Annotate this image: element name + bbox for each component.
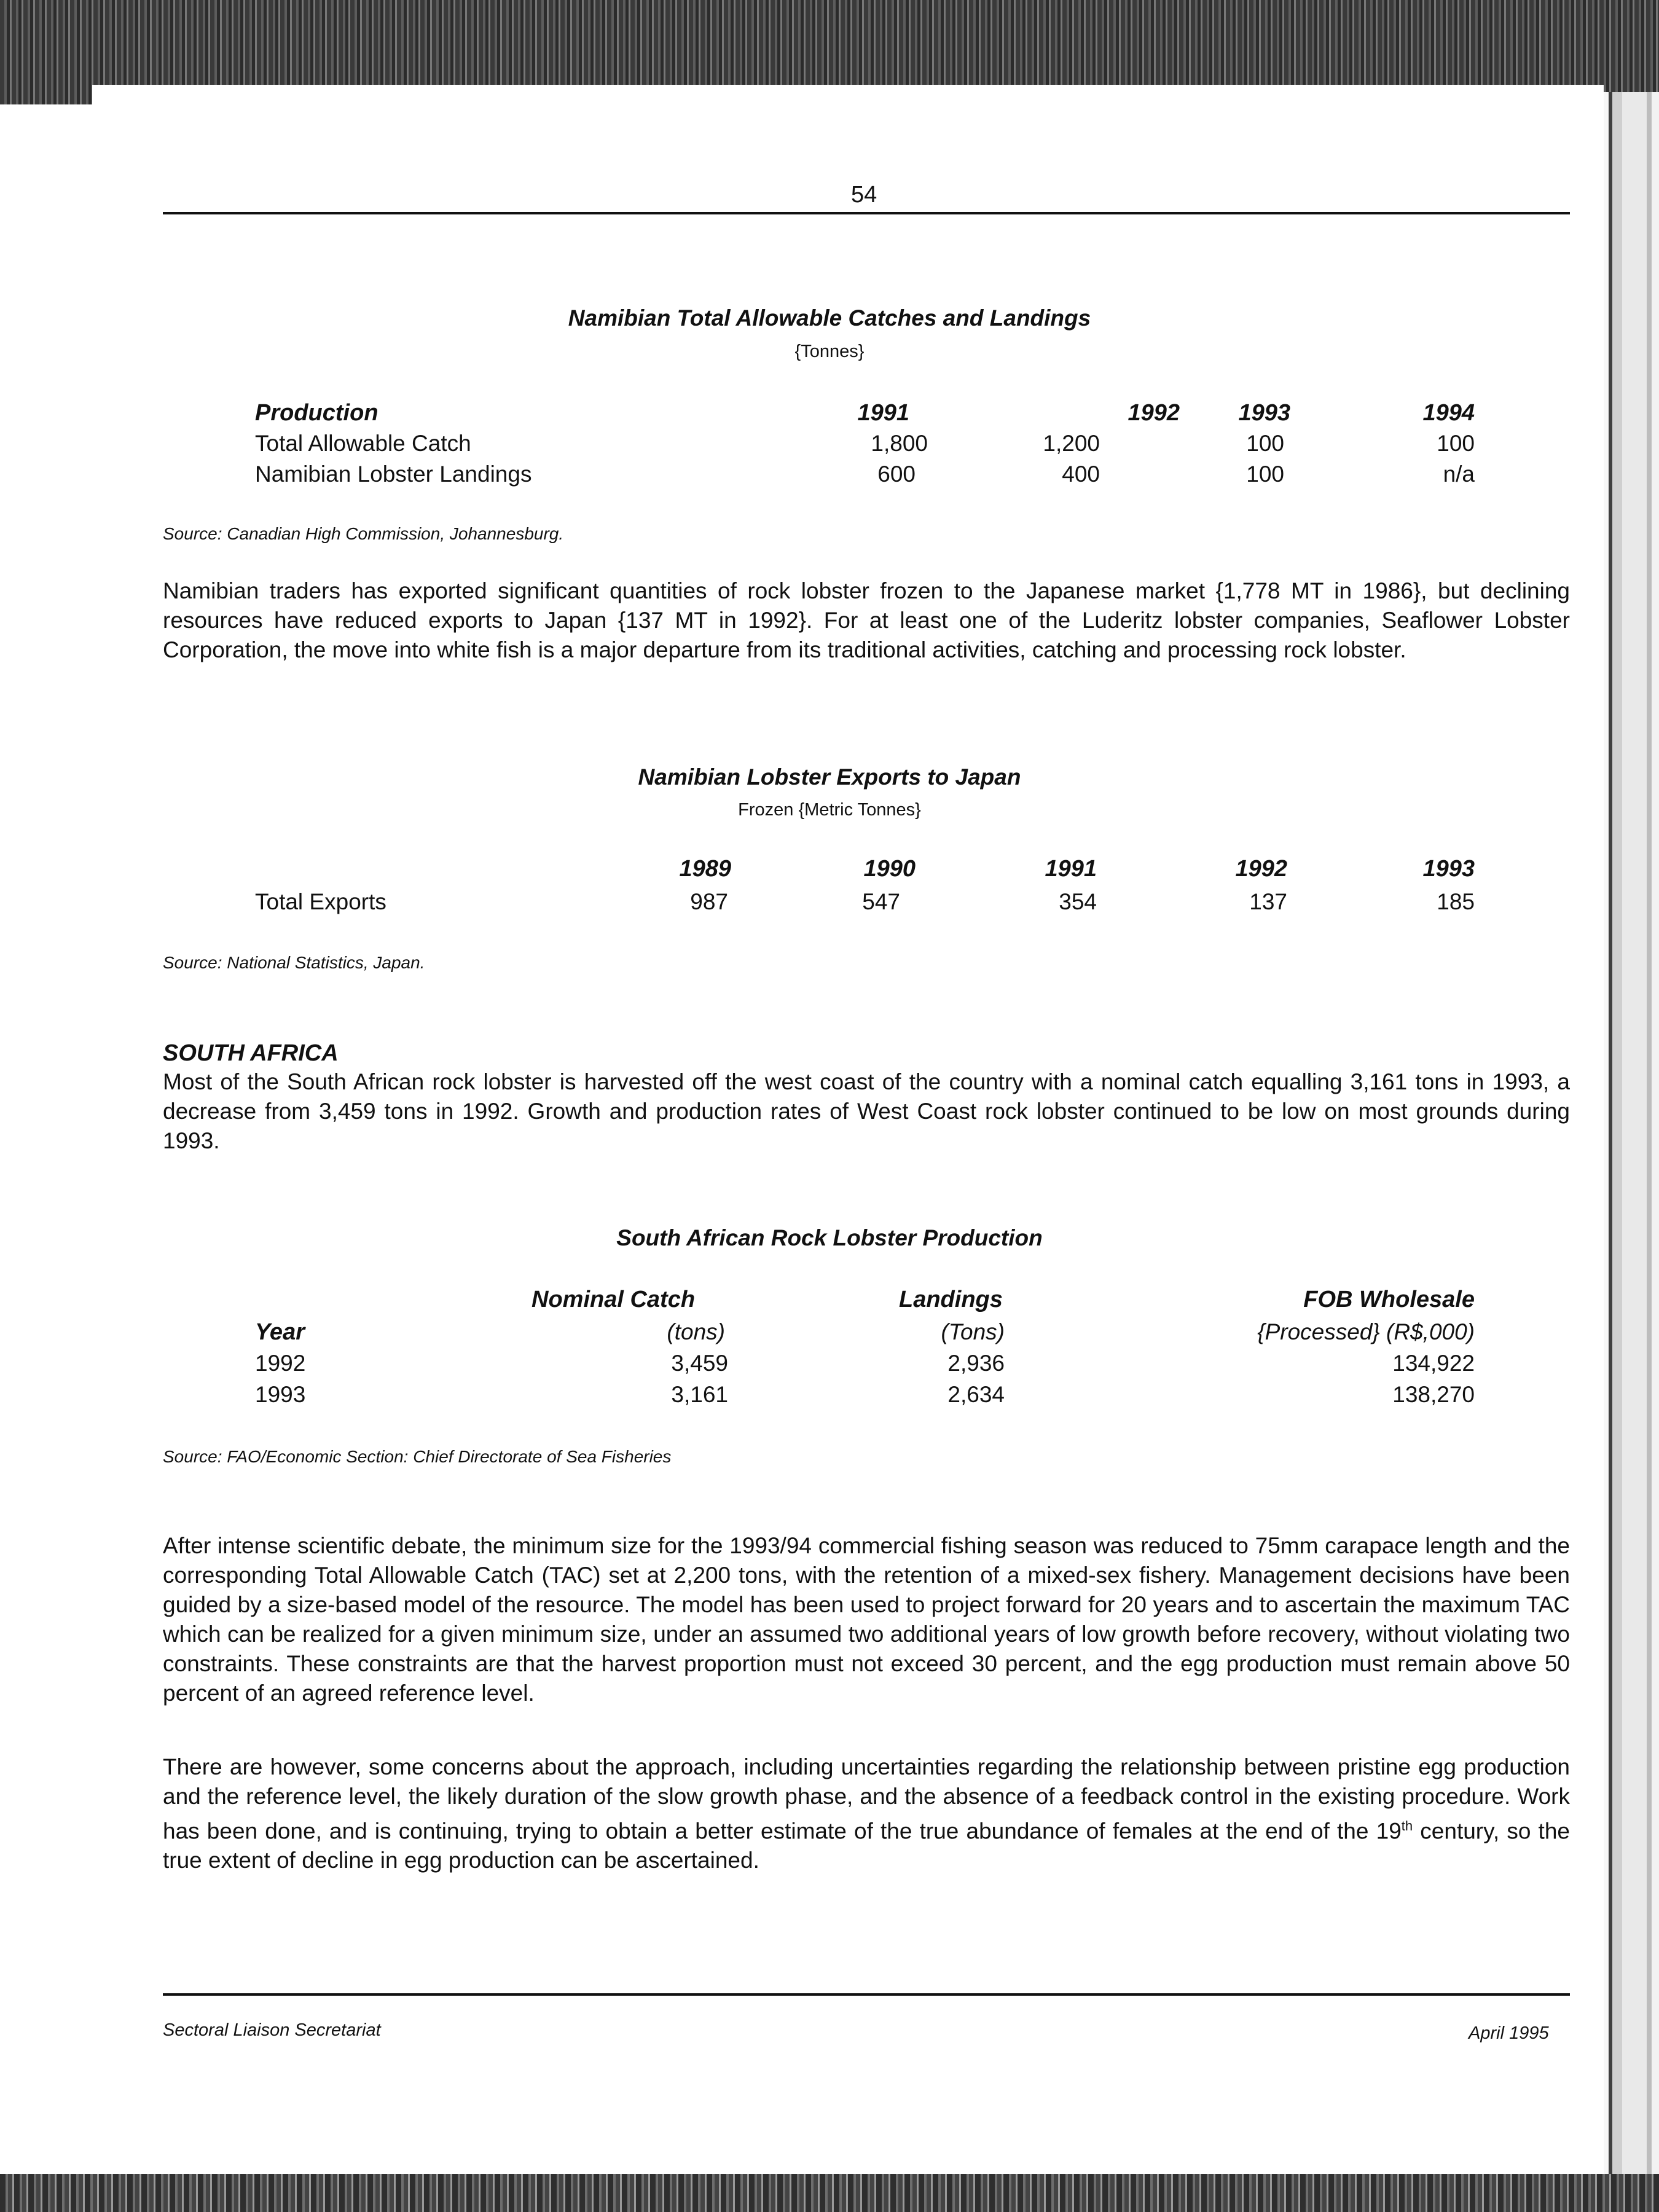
table-source: Source: FAO/Economic Section: Chief Directorate of Sea Fisheries bbox=[163, 1447, 672, 1466]
body-paragraph: Most of the South African rock lobster is harvested off the west coast of the country with a nominal catch equalling 3,161 tons in 1993, a decrease from 3,459 tons in 1992. Growth and production rates of West Coast rock lobster continued to be low on most grounds during 1993. bbox=[163, 1069, 1570, 1153]
table-cell: 100 bbox=[1437, 431, 1475, 456]
table-cell: 987 bbox=[690, 889, 728, 914]
table-cell: 547 bbox=[862, 889, 900, 914]
superscript: th bbox=[1401, 1818, 1413, 1834]
table-cell: 1,800 bbox=[871, 431, 928, 456]
table-cell: 100 bbox=[1246, 461, 1284, 487]
column-header-catch-unit: (tons) bbox=[667, 1319, 725, 1344]
column-header-year: 1990 bbox=[863, 856, 916, 882]
table-cell: 100 bbox=[1246, 431, 1284, 456]
row-label: Namibian Lobster Landings bbox=[255, 461, 532, 487]
column-header-landings-unit: (Tons) bbox=[941, 1319, 1005, 1344]
table-title: Namibian Lobster Exports to Japan bbox=[638, 764, 1021, 790]
row-label: Total Allowable Catch bbox=[255, 431, 471, 456]
table-cell: 137 bbox=[1249, 889, 1287, 914]
table-title: South African Rock Lobster Production bbox=[616, 1225, 1043, 1250]
table-subtitle: {Tonnes} bbox=[794, 342, 865, 361]
scan-edge-top-fade bbox=[92, 85, 1604, 104]
table-cell: 185 bbox=[1437, 889, 1475, 914]
footer-organization: Sectoral Liaison Secretariat bbox=[163, 2020, 381, 2040]
column-header-year: 1993 bbox=[1238, 400, 1290, 426]
body-paragraph bbox=[163, 1752, 1570, 1875]
column-header-year: 1994 bbox=[1422, 400, 1475, 426]
column-header-year: 1989 bbox=[679, 856, 731, 882]
table-cell: 354 bbox=[1059, 889, 1097, 914]
column-header-landings: Landings bbox=[899, 1287, 1003, 1312]
table-cell: 134,922 bbox=[1392, 1351, 1475, 1376]
paragraph-text: There are however, some concerns about the approach, including uncertainties regarding the relationship between pristine egg production and the reference level, the likely duration of the slow growth phase, and the absence of a feedback control in the existing procedure. Work has been done, and is continuing, trying to obtain a better estimate of the true abundance of females at the end of the 19 bbox=[163, 1754, 1570, 1844]
body-paragraph: Namibian traders has exported significant quantities of rock lobster frozen to the Japanese market {1,778 MT in 1986}, but declining resources have reduced exports to Japan {137 MT in 1992}. For at least one of the Luderitz lobster companies, Seaflower Lobster Corporation, the move into white fish is a major departure from its traditional activities, catching and processing rock lobster. bbox=[163, 578, 1570, 662]
column-header-year: 1992 bbox=[1128, 400, 1180, 426]
footer-date: April 1995 bbox=[1469, 2023, 1549, 2043]
section-heading: SOUTH AFRICA bbox=[163, 1040, 339, 1066]
column-header-year: 1993 bbox=[1422, 856, 1475, 882]
table-cell: 1,200 bbox=[1043, 431, 1100, 456]
scan-edge-right bbox=[1604, 92, 1659, 2175]
table-cell: 3,161 bbox=[671, 1382, 728, 1407]
table-cell: 2,634 bbox=[947, 1382, 1005, 1407]
column-header-year: 1992 bbox=[1235, 856, 1287, 882]
table-cell: 138,270 bbox=[1392, 1382, 1475, 1407]
scan-edge-bottom bbox=[0, 2174, 1659, 2212]
column-header-year: 1991 bbox=[1045, 856, 1097, 882]
row-year: 1993 bbox=[255, 1382, 306, 1407]
column-header-year: 1991 bbox=[857, 400, 909, 426]
paragraph-text: century, so the true extent of decline in egg production can be ascertained. bbox=[163, 1818, 1570, 1873]
table-cell: 2,936 bbox=[947, 1351, 1005, 1376]
column-header-fob-unit: {Processed} (R$,000) bbox=[1257, 1319, 1475, 1344]
page-number: 54 bbox=[851, 182, 877, 208]
table-source: Source: National Statistics, Japan. bbox=[163, 953, 425, 972]
row-label: Total Exports bbox=[255, 889, 386, 914]
table-title: Namibian Total Allowable Catches and Landings bbox=[568, 305, 1091, 331]
column-header-fob: FOB Wholesale bbox=[1303, 1287, 1475, 1312]
header-rule bbox=[163, 212, 1570, 214]
column-header-year: Year bbox=[255, 1319, 305, 1345]
footer-rule bbox=[163, 1993, 1570, 1996]
column-header-production: Production bbox=[255, 400, 378, 426]
table-cell: 400 bbox=[1062, 461, 1100, 487]
body-paragraph: After intense scientific debate, the minimum size for the 1993/94 commercial fishing season was reduced to 75mm carapace length and the corresponding Total Allowable Catch (TAC) set at 2,200 tons, with the retention of a mixed-sex fishery. Management decisions have been guided by a size-based model of the resource. The model has been used to project forward for 20 years and to ascertain the maximum TAC which can be realized for a given minimum size, under an assumed two additional years of low growth before recovery, without violating two constraints. These constraints are that the harvest proportion must not exceed 30 percent, and the egg production must remain above 50 percent of an agreed reference level. bbox=[163, 1533, 1570, 1706]
row-year: 1992 bbox=[255, 1351, 306, 1376]
table-source: Source: Canadian High Commission, Johannesburg. bbox=[163, 524, 564, 543]
column-header-catch: Nominal Catch bbox=[531, 1287, 696, 1312]
table-cell: 3,459 bbox=[671, 1351, 728, 1376]
table-cell: n/a bbox=[1443, 461, 1475, 487]
table-cell: 600 bbox=[877, 461, 916, 487]
table-subtitle: Frozen {Metric Tonnes} bbox=[738, 800, 921, 820]
